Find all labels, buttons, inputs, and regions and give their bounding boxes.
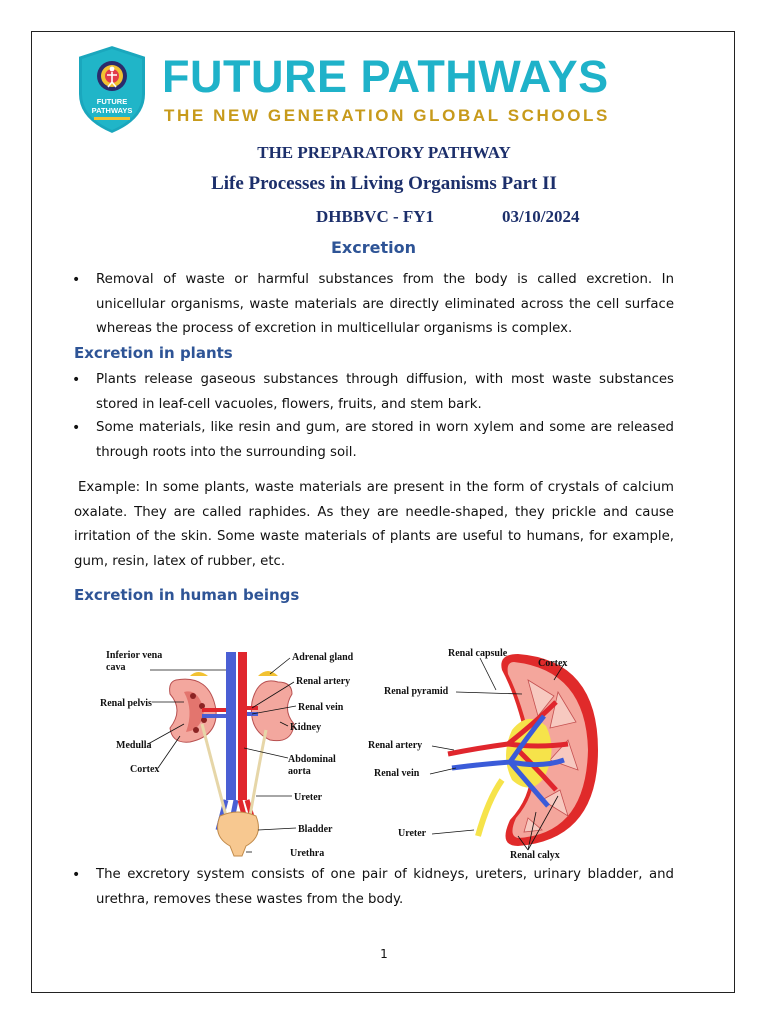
lesson-title: Life Processes in Living Organisms Part II: [211, 173, 557, 194]
label-medulla: Medulla: [116, 740, 152, 751]
label-renal-pyramid: Renal pyramid: [384, 686, 449, 697]
label-renal-vein-left: Renal vein: [298, 702, 344, 713]
plants-bullet-2: [72, 416, 674, 465]
lesson-date: 03/10/2024: [502, 207, 580, 226]
urinary-system-illustration: [100, 650, 354, 859]
kidney-diagram: [98, 640, 678, 862]
page-number: 1: [380, 947, 388, 961]
label-ivc: Inferior vena: [106, 650, 163, 661]
excretion-heading: Excretion: [331, 238, 416, 257]
label-adrenal: Adrenal gland: [292, 652, 354, 663]
bullet-icon: •: [72, 272, 81, 288]
label-aorta: Abdominal: [288, 754, 336, 765]
label-urethra: Urethra: [290, 848, 325, 859]
plants-bullet-2-text: Some materials, like resin and gum, are stored in worn xylem and some are released through roots into the surrounding soil.: [96, 420, 674, 460]
logo-text-future: FUTURE: [96, 97, 128, 106]
logo-text-pathways: PATHWAYS: [91, 106, 133, 115]
label-ureter-left: Ureter: [294, 792, 323, 803]
label-renal-artery-left: Renal artery: [296, 676, 351, 687]
intro-bullet-text: Removal of waste or harmful substances from the body is called excretion. In unicellular organisms, waste materials are directly eliminated across the cell surface whereas the process of excretion in multicellular organisms is complex.: [96, 272, 674, 336]
label-cortex-left: Cortex: [130, 764, 160, 775]
pathway-title: THE PREPARATORY PATHWAY: [257, 143, 511, 162]
plants-bullet-1: [72, 368, 674, 417]
label-ivc-2: cava: [106, 662, 126, 673]
human-heading: Excretion in human beings: [74, 586, 300, 604]
system-bullet-text: The excretory system consists of one pair of kidneys, ureters, urinary bladder, and urethra, removes these wastes from the body.: [96, 867, 674, 907]
excretory-system-figure: [98, 640, 678, 862]
kidney-section-illustration: [368, 648, 598, 861]
label-renal-artery-right: Renal artery: [368, 740, 423, 751]
label-renal-vein-right: Renal vein: [374, 768, 420, 779]
label-ureter-right: Ureter: [398, 828, 427, 839]
brand-name: FUTURE PATHWAYS: [162, 51, 609, 102]
system-bullet: [72, 863, 674, 912]
bullet-icon: •: [72, 372, 81, 388]
class-code: DHBBVC - FY1: [316, 207, 435, 226]
plants-bullet-1-text: Plants release gaseous substances through diffusion, with most waste substances stored in leaf-cell vacuoles, flowers, fruits, and stem bark.: [96, 372, 674, 412]
school-logo: [72, 42, 152, 136]
plants-heading: Excretion in plants: [74, 344, 233, 362]
label-renal-capsule: Renal capsule: [448, 648, 508, 659]
bullet-icon: •: [72, 420, 81, 436]
intro-bullet: [72, 268, 674, 342]
bullet-icon: •: [72, 867, 81, 883]
label-renal-calyx: Renal calyx: [510, 850, 560, 861]
example-paragraph: Example: In some plants, waste materials are present in the form of crystals of calcium oxalate. They are called raphides. As they are needle-shaped, they prickle and cause irritation of the skin. Some waste materials of plants are useful to humans, for example, gum, resin, latex of rubber, etc.: [74, 480, 674, 569]
label-cortex-right: Cortex: [538, 658, 568, 669]
shield-logo-icon: [72, 42, 152, 136]
brand-tagline: THE NEW GENERATION GLOBAL SCHOOLS: [164, 106, 610, 125]
label-aorta-2: aorta: [288, 766, 311, 777]
label-renal-pelvis: Renal pelvis: [100, 698, 152, 709]
label-kidney: Kidney: [290, 722, 322, 733]
label-bladder: Bladder: [298, 824, 333, 835]
